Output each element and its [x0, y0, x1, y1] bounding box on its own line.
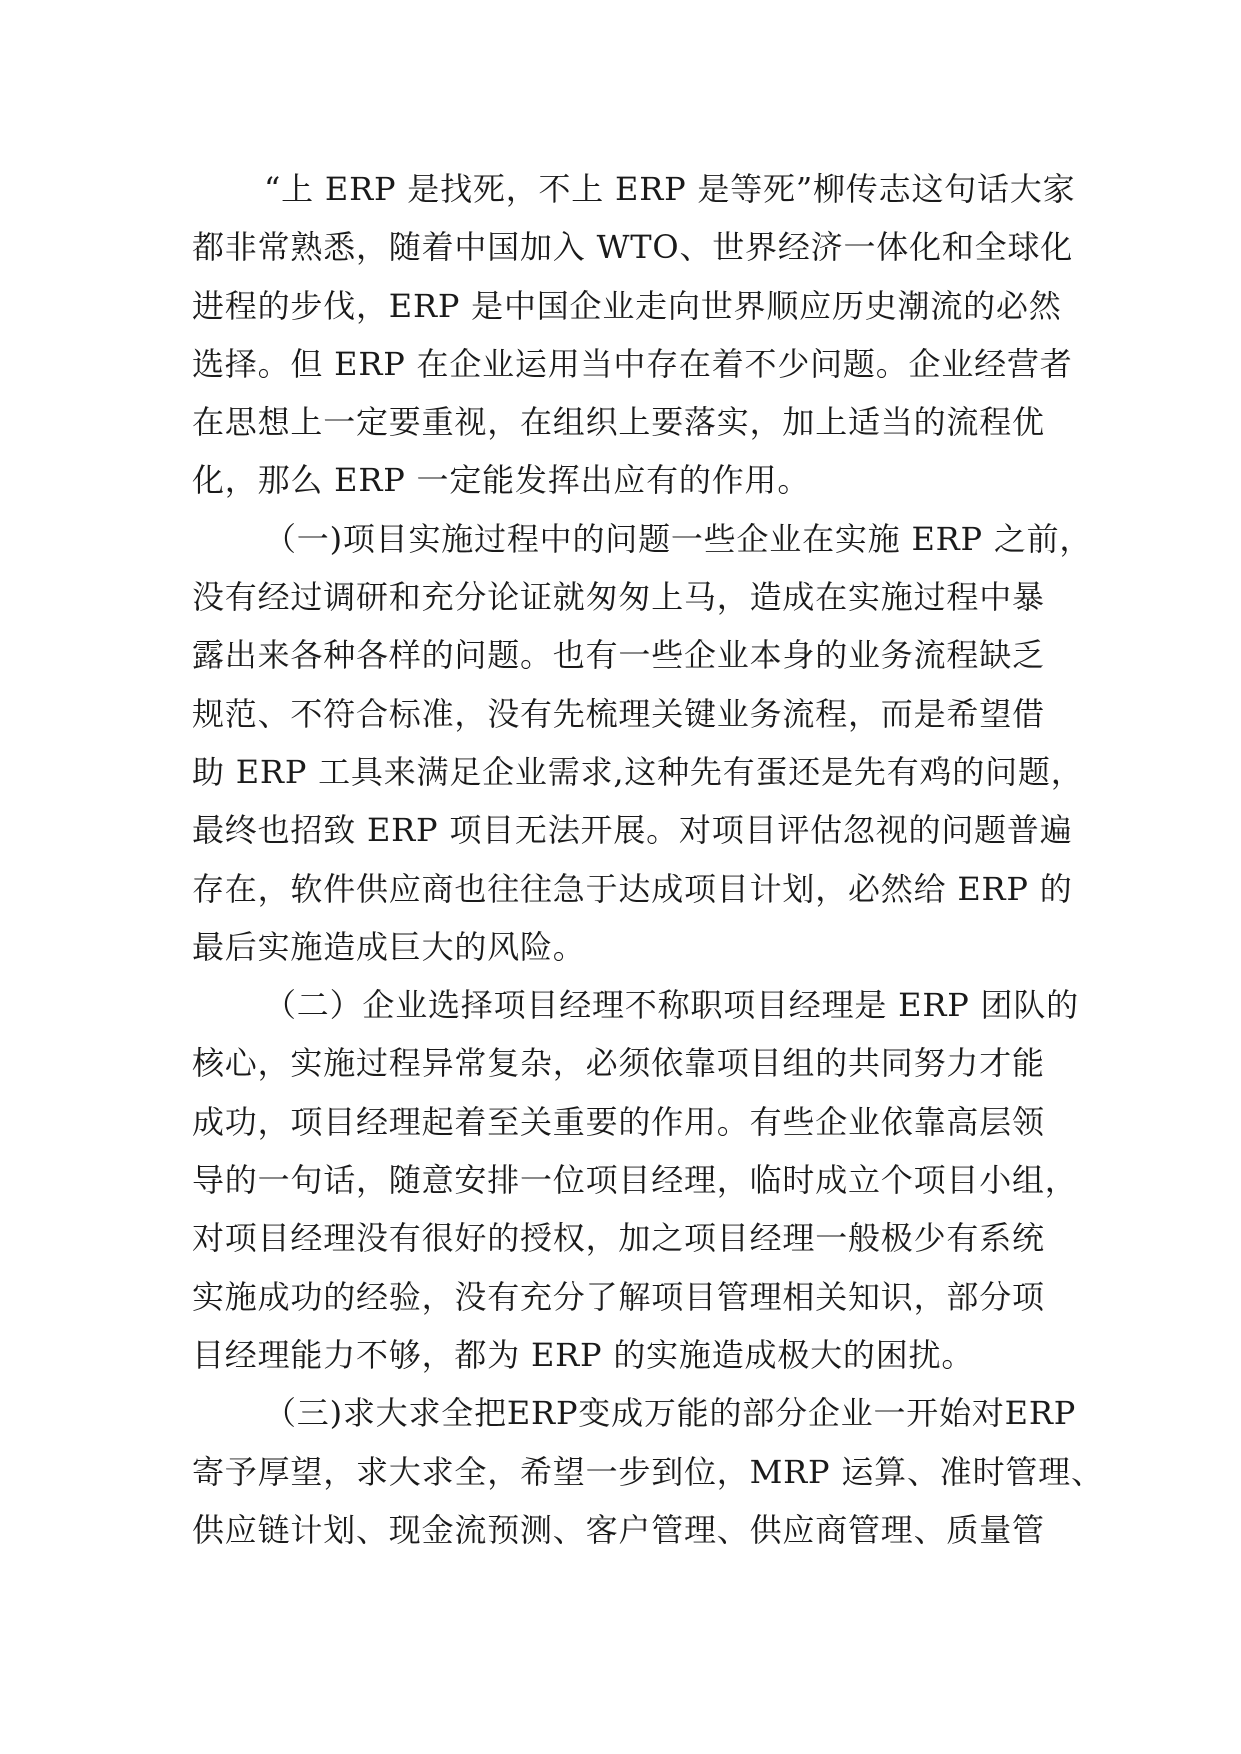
text-line: 进程的步伐，ERP 是中国企业走向世界顺应历史潮流的必然 [192, 286, 1062, 325]
text-line: 没有经过调研和充分论证就匆匆上马，造成在实施过程中暴 [192, 578, 1045, 617]
text-line: 助 ERP 工具来满足企业需求,这种先有蛋还是先有鸡的问题， [192, 752, 1084, 791]
paragraph-section-2 [192, 976, 1079, 1384]
text-line: 存在，软件供应商也往往急于达成项目计划，必然给 ERP 的 [192, 869, 1073, 908]
text-line: “上 ERP 是找死，不上 ERP 是等死”柳传志这句话大家 [264, 170, 1076, 208]
text-line: （一)项目实施过程中的问题一些企业在实施 ERP 之前， [264, 519, 1093, 558]
text-line: 供应链计划、现金流预测、客户管理、供应商管理、质量管 [192, 1510, 1045, 1549]
text-line: 规范、不符合标准，没有先梳理关键业务流程，而是希望借 [192, 694, 1045, 733]
text-line: 在思想上一定要重视，在组织上要落实，加上适当的流程优 [192, 403, 1045, 442]
text-line: （二）企业选择项目经理不称职项目经理是 ERP 团队的 [264, 986, 1079, 1025]
text-line: 最后实施造成巨大的风险。 [192, 927, 586, 966]
paragraph-section-1 [192, 510, 1093, 976]
paragraph-section-3 [192, 1384, 1104, 1559]
text-line: 核心，实施过程异常复杂，必须依靠项目组的共同努力才能 [192, 1044, 1045, 1083]
text-line: 实施成功的经验，没有充分了解项目管理相关知识，部分项 [192, 1277, 1045, 1316]
body-text [192, 160, 1104, 1559]
text-line: 成功，项目经理起着至关重要的作用。有些企业依靠高层领 [192, 1102, 1045, 1141]
text-line: 都非常熟悉，随着中国加入 WTO、世界经济一体化和全球化 [192, 228, 1074, 267]
text-line: 选择。但 ERP 在企业运用当中存在着不少问题。企业经营者 [192, 344, 1073, 383]
text-line: 对项目经理没有很好的授权，加之项目经理一般极少有系统 [192, 1219, 1045, 1258]
text-line: 露出来各种各样的问题。也有一些企业本身的业务流程缺乏 [192, 636, 1045, 675]
text-line: 化，那么 ERP 一定能发挥出应有的作用。 [192, 461, 811, 500]
paragraph-intro [192, 160, 1076, 510]
text-line: （三)求大求全把ERP变成万能的部分企业一开始对ERP [264, 1394, 1077, 1433]
text-line: 导的一句话，随意安排一位项目经理，临时成立个项目小组， [192, 1161, 1078, 1200]
text-line: 寄予厚望，求大求全，希望一步到位，MRP 运算、准时管理、 [192, 1452, 1104, 1491]
text-line: 目经理能力不够，都为 ERP 的实施造成极大的困扰。 [192, 1335, 975, 1374]
text-line: 最终也招致 ERP 项目无法开展。对项目评估忽视的问题普遍 [192, 811, 1073, 850]
